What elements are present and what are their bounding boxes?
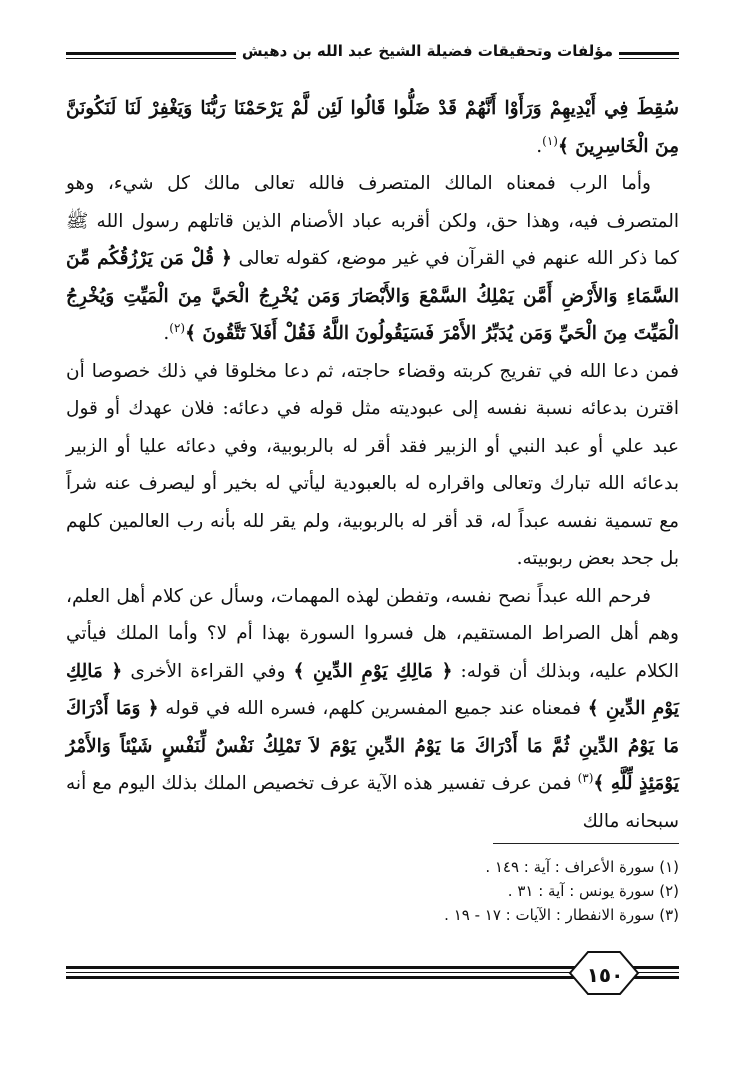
body-text: فمن دعا الله في تفريج كربته وقضاء حاجته، ثم دعا مخلوقا في ذلك خصوصا أن اقترن بدعائه نسبة نفسه إلى عبوديته مثل قوله في دعائه: فلان عهدك أو قول عبد علي أو عبد النبي أو الزبير فقد أقر له بالربوبية، وفي دعائه عليا أو الزبير بدعائه الله تبارك وتعالى واقراره له بالعبودية ليأتي له بخير أو ليصرف عنه شراً مع تسمية نفسه عبداً له، قد أقر له بالربوبية، ولم يقر لله بأنه رب العالمين كلهم بل جحد بعض ربوبيته. [66, 360, 679, 569]
footnote-separator [493, 843, 679, 844]
quran-verse: ﴿ مَالِكِ يَوْمِ الدِّينِ ﴾ [66, 660, 679, 719]
page-number: ١٥٠ [586, 963, 624, 987]
paragraph [66, 90, 679, 165]
footnote-ref: (٢) [169, 320, 186, 335]
page-header [66, 40, 679, 66]
body-text: فرحم الله عبداً نصح نفسه، وتفطن لهذه المهمات، وسأل عن كلام أهل العلم، وهم أهل الصراط المستقيم، هل فسروا السورة بهذا أم لا؟ وأما الملك فيأتي الكلام عليه، وبذلك أن قوله: [66, 585, 679, 682]
header-title: مؤلفات وتحقيقات فضيلة الشيخ عبد الله بن دهيش [236, 42, 619, 60]
body-text: . [163, 323, 170, 344]
quran-verse: ﴿ مَالِكِ يَوْمِ الدِّينِ ﴾ [293, 660, 453, 682]
quran-verse: ﴿ وَمَا أَدْرَاكَ مَا يَوْمُ الدِّينِ ثُمَّ مَا أَدْرَاكَ مَا يَوْمُ الدِّينِ يَوْمَ لاَ تَمْلِكُ نَفْسٌ لِّنَفْسٍ شَيْئاً وَالأَمْرُ يَوْمَئِذٍ لِّلَّهِ ﴾ [66, 698, 680, 794]
footnote-2: (٢) سورة يونس : آية : ٣١ . [507, 882, 679, 900]
main-text [66, 90, 679, 840]
footnotes [279, 855, 679, 927]
quran-verse: سُقِطَ فِي أَيْدِيهِمْ وَرَأَوْا أَنَّهُمْ قَدْ ضَلُّوا قَالُوا لَئِن لَّمْ يَرْحَمْنَا رَبُّنَا وَيَغْفِرْ لَنَا لَنَكُونَنَّ مِنَ الْخَاسِرِينَ ﴾ [66, 98, 679, 157]
paragraph [66, 578, 679, 841]
footnote-1: (١) سورة الأعراف : آية : ١٤٩ . [485, 858, 679, 876]
footnote-ref: (١) [542, 133, 558, 148]
body-text: وفي القراءة الأخرى [122, 660, 294, 682]
body-text: فمن عرف تفسير هذه الآية عرف تخصيص الملك بذلك اليوم مع أنه سبحانه مالك [66, 773, 679, 832]
body-text: وأما الرب فمعناه المالك المتصرف فالله تعالى مالك كل شيء، وهو المتصرف فيه، وهذا حق، ولكن أقربه عباد الأصنام الذين قاتلهم رسول الله ﷺ كما ذكر الله عنهم في القرآن في غير موضع، كقوله تعالى [66, 173, 679, 269]
paragraph [66, 165, 679, 353]
body-text: فمعناه عند جميع المفسرين كلهم، فسره الله في قوله [158, 698, 588, 719]
quran-verse: ﴿ قُلْ مَن يَرْزُقُكُم مِّنَ السَّمَاءِ وَالأَرْضِ أَمَّن يَمْلِكُ السَّمْعَ وَالأَبْصَارَ وَمَن يُخْرِجُ الْحَيَّ مِنَ الْمَيِّتِ وَيُخْرِجُ الْمَيِّتَ مِنَ الْحَيِّ وَمَن يُدَبِّرُ الأَمْرَ فَسَيَقُولُونَ اللَّهُ فَقُلْ أَفَلاَ تَتَّقُونَ ﴾ [66, 248, 679, 344]
paragraph [66, 353, 679, 578]
footnote-ref: (٣) [577, 770, 594, 785]
body-text: . [536, 135, 543, 157]
footnote-3: (٣) سورة الانفطار : الآيات : ١٧ - ١٩ . [444, 906, 679, 924]
